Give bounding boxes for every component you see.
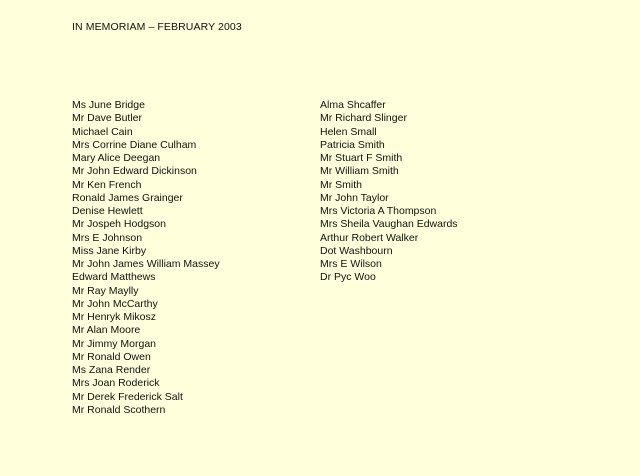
name-entry: Alma Shcaffer <box>320 99 386 111</box>
name-entry: Mr John Taylor <box>320 191 389 204</box>
name-entry: Patricia Smith <box>320 138 385 151</box>
name-list-right <box>320 99 458 285</box>
name-entry: Mrs E Johnson <box>72 231 143 244</box>
name-entry: Mr Ronald Scothern <box>72 403 166 416</box>
name-entry: Mr Ray Maylly <box>72 284 139 297</box>
name-entry: Arthur Robert Walker <box>320 231 419 244</box>
name-entry: Mr Henryk Mikosz <box>72 311 157 323</box>
name-entry: Mr John Edward Dickinson <box>72 165 197 178</box>
name-entry: Mrs Joan Roderick <box>72 377 160 390</box>
name-entry: Mr Stuart F Smith <box>320 152 403 164</box>
page-title: IN MEMORIAM – FEBRUARY 2003 <box>72 21 242 33</box>
name-entry: Mrs Victoria A Thompson <box>320 205 437 217</box>
name-entry: Denise Hewlett <box>72 205 143 217</box>
name-entry: Mr Alan Moore <box>72 324 141 337</box>
name-entry: Mr Derek Frederick Salt <box>72 390 183 403</box>
name-entry: Mr Ken French <box>72 178 142 191</box>
name-list-left <box>72 99 220 417</box>
name-entry: Mr Jimmy Morgan <box>72 337 157 350</box>
name-entry: Mr Richard Slinger <box>320 112 407 125</box>
name-entry: Ms Zana Render <box>72 364 151 376</box>
name-entry: Mary Alice Deegan <box>72 152 161 164</box>
name-entry: Mr Ronald Owen <box>72 350 151 363</box>
name-entry: Mr John James William Massey <box>72 258 220 270</box>
name-entry: Mr William Smith <box>320 165 399 178</box>
name-entry: Mrs Corrine Diane Culham <box>72 138 197 151</box>
name-entry: Mr Jospeh Hodgson <box>72 218 166 231</box>
name-entry: Edward Matthews <box>72 271 156 284</box>
name-entry: Ronald James Grainger <box>72 191 183 204</box>
name-entry: Miss Jane Kirby <box>72 244 147 257</box>
name-entry: Mrs E Wilson <box>320 258 382 270</box>
name-entry: Mrs Sheila Vaughan Edwards <box>320 218 458 231</box>
name-entry: Mr John McCarthy <box>72 297 158 310</box>
name-entry: Mr Dave Butler <box>72 112 143 125</box>
name-entry: Dr Pyc Woo <box>320 271 376 284</box>
name-entry: Ms June Bridge <box>72 99 145 111</box>
name-entry: Mr Smith <box>320 178 362 191</box>
name-entry: Michael Cain <box>72 125 133 138</box>
name-entry: Helen Small <box>320 125 377 138</box>
name-entry: Dot Washbourn <box>320 244 393 257</box>
